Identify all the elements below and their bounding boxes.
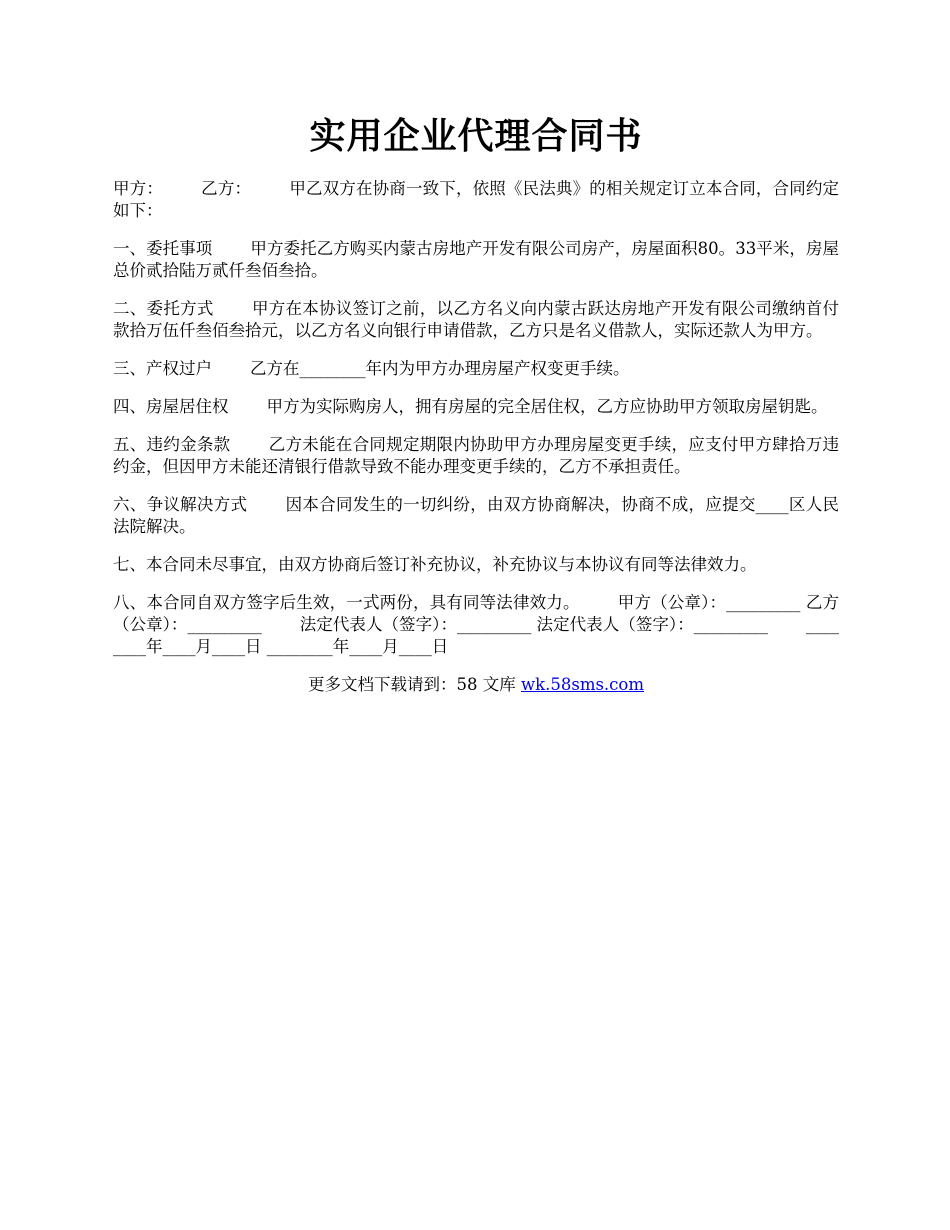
clause-text: 乙方未能在合同规定期限内协助甲方办理房屋变更手续，应支付甲方肆拾万违约金，但因甲方未能还清银行借款导致不能办理变更手续的，乙方不承担责任。 xyxy=(113,435,840,476)
footer-text: 更多文档下载请到：58 文库 xyxy=(307,675,521,694)
party-b-seal-line: 乙方（公章）：_________ xyxy=(113,593,840,634)
intro-text: 甲乙双方在协商一致下，依照《民法典》的相关规定订立本合同，合同约定如下： xyxy=(113,179,840,220)
party-a-rep-signature-line: 法定代表人（签字）：_________ xyxy=(299,615,532,634)
clause-8-text: 八、本合同自双方签字后生效，一式两份，具有同等法律效力。 xyxy=(113,593,580,612)
clause-5 xyxy=(113,434,839,478)
clause-text: 因本合同发生的一切纠纷，由双方协商解决，协商不成，应提交____区人民法院解决。 xyxy=(113,495,840,536)
clause-6 xyxy=(113,494,839,538)
clause-3 xyxy=(113,358,839,380)
clause-heading: 一、委托事项 xyxy=(113,239,213,258)
intro-paragraph xyxy=(113,178,839,222)
clause-2 xyxy=(113,298,839,342)
clause-text: 乙方在________年内为甲方办理房屋产权变更手续。 xyxy=(250,359,630,378)
party-b-label: 乙方： xyxy=(201,179,252,198)
clause-heading: 四、房屋居住权 xyxy=(113,397,229,416)
party-a-seal-line: 甲方（公章）：_________ xyxy=(617,593,801,612)
document-page xyxy=(113,110,839,696)
download-footer xyxy=(113,674,839,696)
clause-heading: 五、违约金条款 xyxy=(113,435,231,454)
clause-heading: 三、产权过户 xyxy=(113,359,212,378)
party-b-rep-signature-line: 法定代表人（签字）：_________ xyxy=(536,615,769,634)
clause-8 xyxy=(113,592,839,658)
footer-link[interactable]: wk.58sms.com xyxy=(520,675,644,694)
clause-text: 甲方在本协议签订之前，以乙方名义向内蒙古跃达房地产开发有限公司缴纳首付款拾万伍仟叁佰叁拾元，以乙方名义向银行申请借款，乙方只是名义借款人，实际还款人为甲方。 xyxy=(113,299,840,340)
clause-7: 七、本合同未尽事宜，由双方协商后签订补充协议，补充协议与本协议有同等法律效力。 xyxy=(113,555,757,574)
document-title: 实用企业代理合同书 xyxy=(309,115,643,157)
clause-heading: 六、争议解决方式 xyxy=(113,495,248,514)
party-a-label: 甲方： xyxy=(113,179,163,198)
clause-4 xyxy=(113,396,839,418)
clause-heading: 二、委托方式 xyxy=(113,299,214,318)
clause-text: 甲方为实际购房人，拥有房屋的完全居住权，乙方应协助甲方领取房屋钥匙。 xyxy=(266,397,828,416)
clause-text: 甲方委托乙方购买内蒙古房地产开发有限公司房产，房屋面积80。33平米，房屋总价贰拾陆万贰仟叁佰叁拾。 xyxy=(113,239,840,280)
party-b-date-line: ________年____月____日 xyxy=(266,637,449,656)
party-a-date-line: ________年____月____日 xyxy=(113,615,840,656)
clause-1 xyxy=(113,238,839,282)
